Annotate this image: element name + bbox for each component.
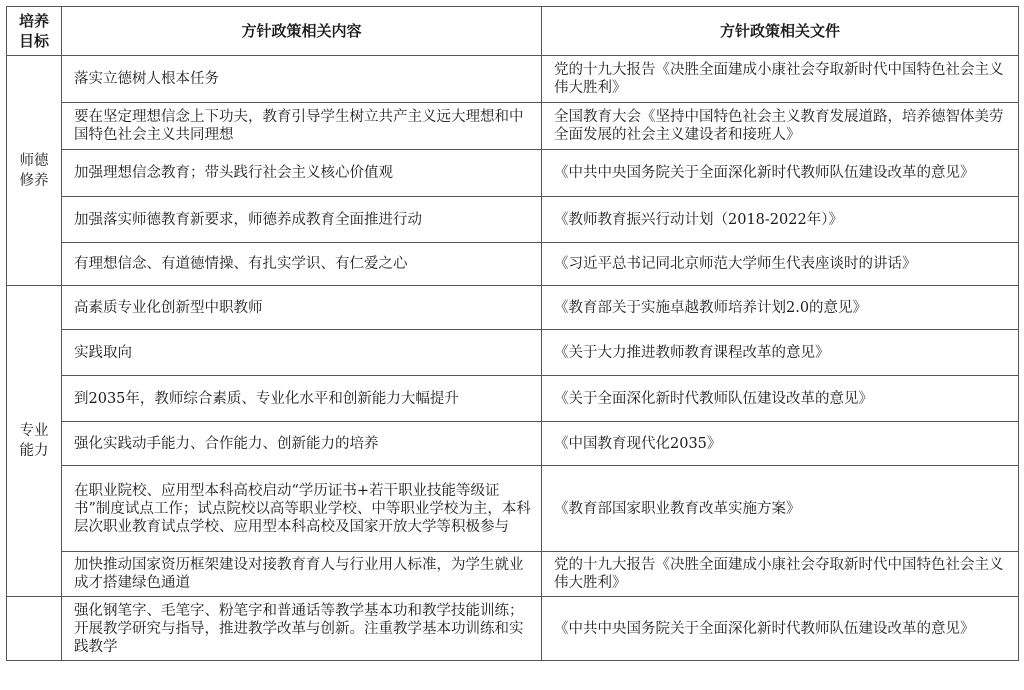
table-row [7,56,1019,103]
document-cell: 党的十九大报告《决胜全面建成小康社会夺取新时代中国特色社会主义伟大胜利》 [542,552,1019,597]
header-documents: 方针政策相关文件 [542,7,1019,56]
goal-cell-teaching [7,597,62,661]
table-row [7,466,1019,552]
document-cell: 《中共中央国务院关于全面深化新时代教师队伍建设改革的意见》 [542,150,1019,197]
content-cell: 高素质专业化创新型中职教师 [62,286,542,330]
header-content: 方针政策相关内容 [62,7,542,56]
table-row [7,150,1019,197]
document-cell: 《习近平总书记同北京师范大学师生代表座谈时的讲话》 [542,243,1019,286]
goal-cell-professional: 专业能力 [7,286,62,597]
document-cell: 《中共中央国务院关于全面深化新时代教师队伍建设改革的意见》 [542,597,1019,661]
document-cell: 《教育部国家职业教育改革实施方案》 [542,466,1019,552]
header-row [7,7,1019,56]
content-cell: 落实立德树人根本任务 [62,56,542,103]
document-cell: 《关于大力推进教师教育课程改革的意见》 [542,330,1019,376]
document-cell: 党的十九大报告《决胜全面建成小康社会夺取新时代中国特色社会主义伟大胜利》 [542,56,1019,103]
content-cell: 加强理想信念教育；带头践行社会主义核心价值观 [62,150,542,197]
document-cell: 《关于全面深化新时代教师队伍建设改革的意见》 [542,376,1019,422]
table-row [7,197,1019,243]
document-cell: 全国教育大会《坚持中国特色社会主义教育发展道路，培养德智体美劳全面发展的社会主义建设者和接班人》 [542,103,1019,150]
header-goal: 培养目标 [7,7,62,56]
table-row [7,243,1019,286]
content-cell: 加快推动国家资历框架建设对接教育育人与行业用人标准，为学生就业成才搭建绿色通道 [62,552,542,597]
document-cell: 《教育部关于实施卓越教师培养计划2.0的意见》 [542,286,1019,330]
table-row [7,552,1019,597]
table-row [7,422,1019,466]
content-cell: 在职业院校、应用型本科高校启动“学历证书+若干职业技能等级证书”制度试点工作；试点院校以高等职业学校、中等职业学校为主，本科层次职业教育试点学校、应用型本科高校及国家开放大学等积极参与 [62,466,542,552]
content-cell: 要在坚定理想信念上下功夫，教育引导学生树立共产主义远大理想和中国特色社会主义共同理想 [62,103,542,150]
content-cell: 强化钢笔字、毛笔字、粉笔字和普通话等教学基本功和教学技能训练；开展教学研究与指导，推进教学改革与创新。注重教学基本功训练和实践教学 [62,597,542,661]
table-row [7,597,1019,661]
content-cell: 有理想信念、有道德情操、有扎实学识、有仁爱之心 [62,243,542,286]
document-cell: 《教师教育振兴行动计划（2018-2022年）》 [542,197,1019,243]
policy-table [6,6,1019,661]
content-cell: 实践取向 [62,330,542,376]
content-cell: 加强落实师德教育新要求，师德养成教育全面推进行动 [62,197,542,243]
goal-cell-ethics: 师德修养 [7,56,62,286]
content-cell: 到2035年，教师综合素质、专业化水平和创新能力大幅提升 [62,376,542,422]
table-row [7,376,1019,422]
table-row [7,330,1019,376]
document-cell: 《中国教育现代化2035》 [542,422,1019,466]
table-row [7,103,1019,150]
table-row [7,286,1019,330]
content-cell: 强化实践动手能力、合作能力、创新能力的培养 [62,422,542,466]
